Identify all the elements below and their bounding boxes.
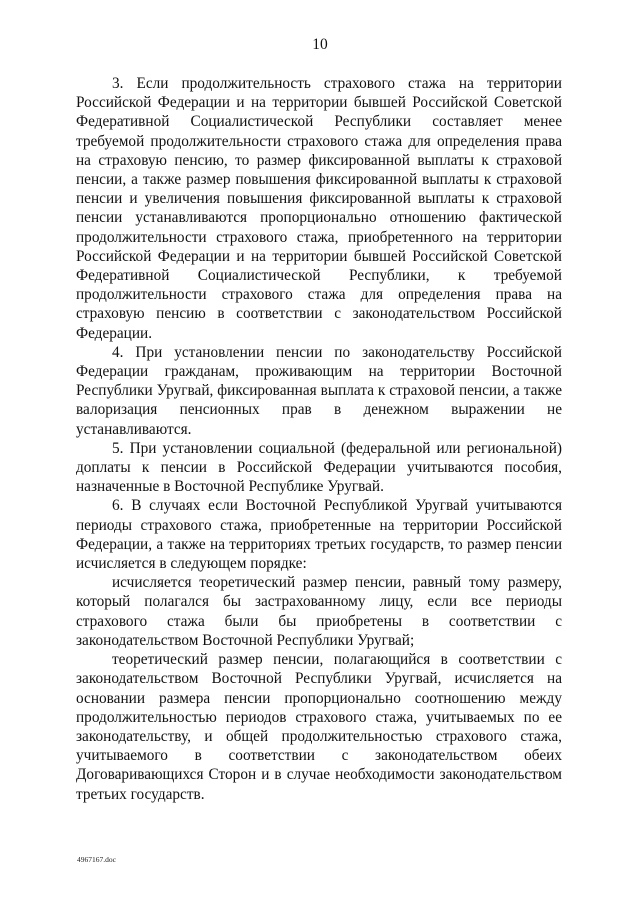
document-body [76, 74, 562, 804]
page-number: 10 [312, 36, 328, 53]
paragraph-5: 5. При установлении социальной (федеральной или региональной) доплаты к пенсии в Российской Федерации учитываются пособия, назначенные в Восточной Республике Уругвай. [76, 439, 562, 496]
paragraph-6: 6. В случаях если Восточной Республикой Уругвай учитываются периоды страхового стажа, приобретенные на территории Российской Федерации, а также на территориях третьих государств, то размер пенсии исчисляется в следующем порядке: [76, 497, 562, 573]
paragraph-4: 4. При установлении пенсии по законодательству Российской Федерации гражданам, проживающим на территории Восточной Республики Уругвай, фиксированная выплата к страховой пенсии, а также валоризация пенсионных прав в денежном выражении не устанавливаются. [76, 343, 562, 438]
paragraph-6-item-2: теоретический размер пенсии, полагающийся в соответствии с законодательством Восточной Республики Уругвай, исчисляется на основании размера пенсии пропорционально соотношению между продолжительностью периодов страхового стажа, учитываемых по ее законодательству, и общей продолжительностью страхового стажа, учитываемого в соответствии с законодательством обеих Договаривающихся Сторон и в случае необходимости законодательством третьих государств. [76, 651, 562, 803]
document-file-id: 4967167.doc [77, 855, 116, 864]
paragraph-3: 3. Если продолжительность страхового стажа на территории Российской Федерации и на территории бывшей Российской Советской Федеративной Социалистической Республики составляет менее требуемой продолжительности страхового стажа для определения права на страховую пенсию, то размер фиксированной выплаты к страховой пенсии, а также размер повышения фиксированной выплаты к страховой пенсии и увеличения повышения фиксированной выплаты к страховой пенсии устанавливаются пропорционально отношению фактической продолжительности страхового стажа, приобретенного на территории Российской Федерации и на территории бывшей Российской Советской Федеративной Социалистической Республики, к требуемой продолжительности страхового стажа для определения права на страховую пенсию в соответствии с законодательством Российской Федерации. [76, 75, 562, 342]
paragraph-6-item-1: исчисляется теоретический размер пенсии, равный тому размеру, который полагался бы застрахованному лицу, если все периоды страхового стажа были бы приобретены в соответствии с законодательством Восточной Республики Уругвай; [76, 574, 562, 649]
